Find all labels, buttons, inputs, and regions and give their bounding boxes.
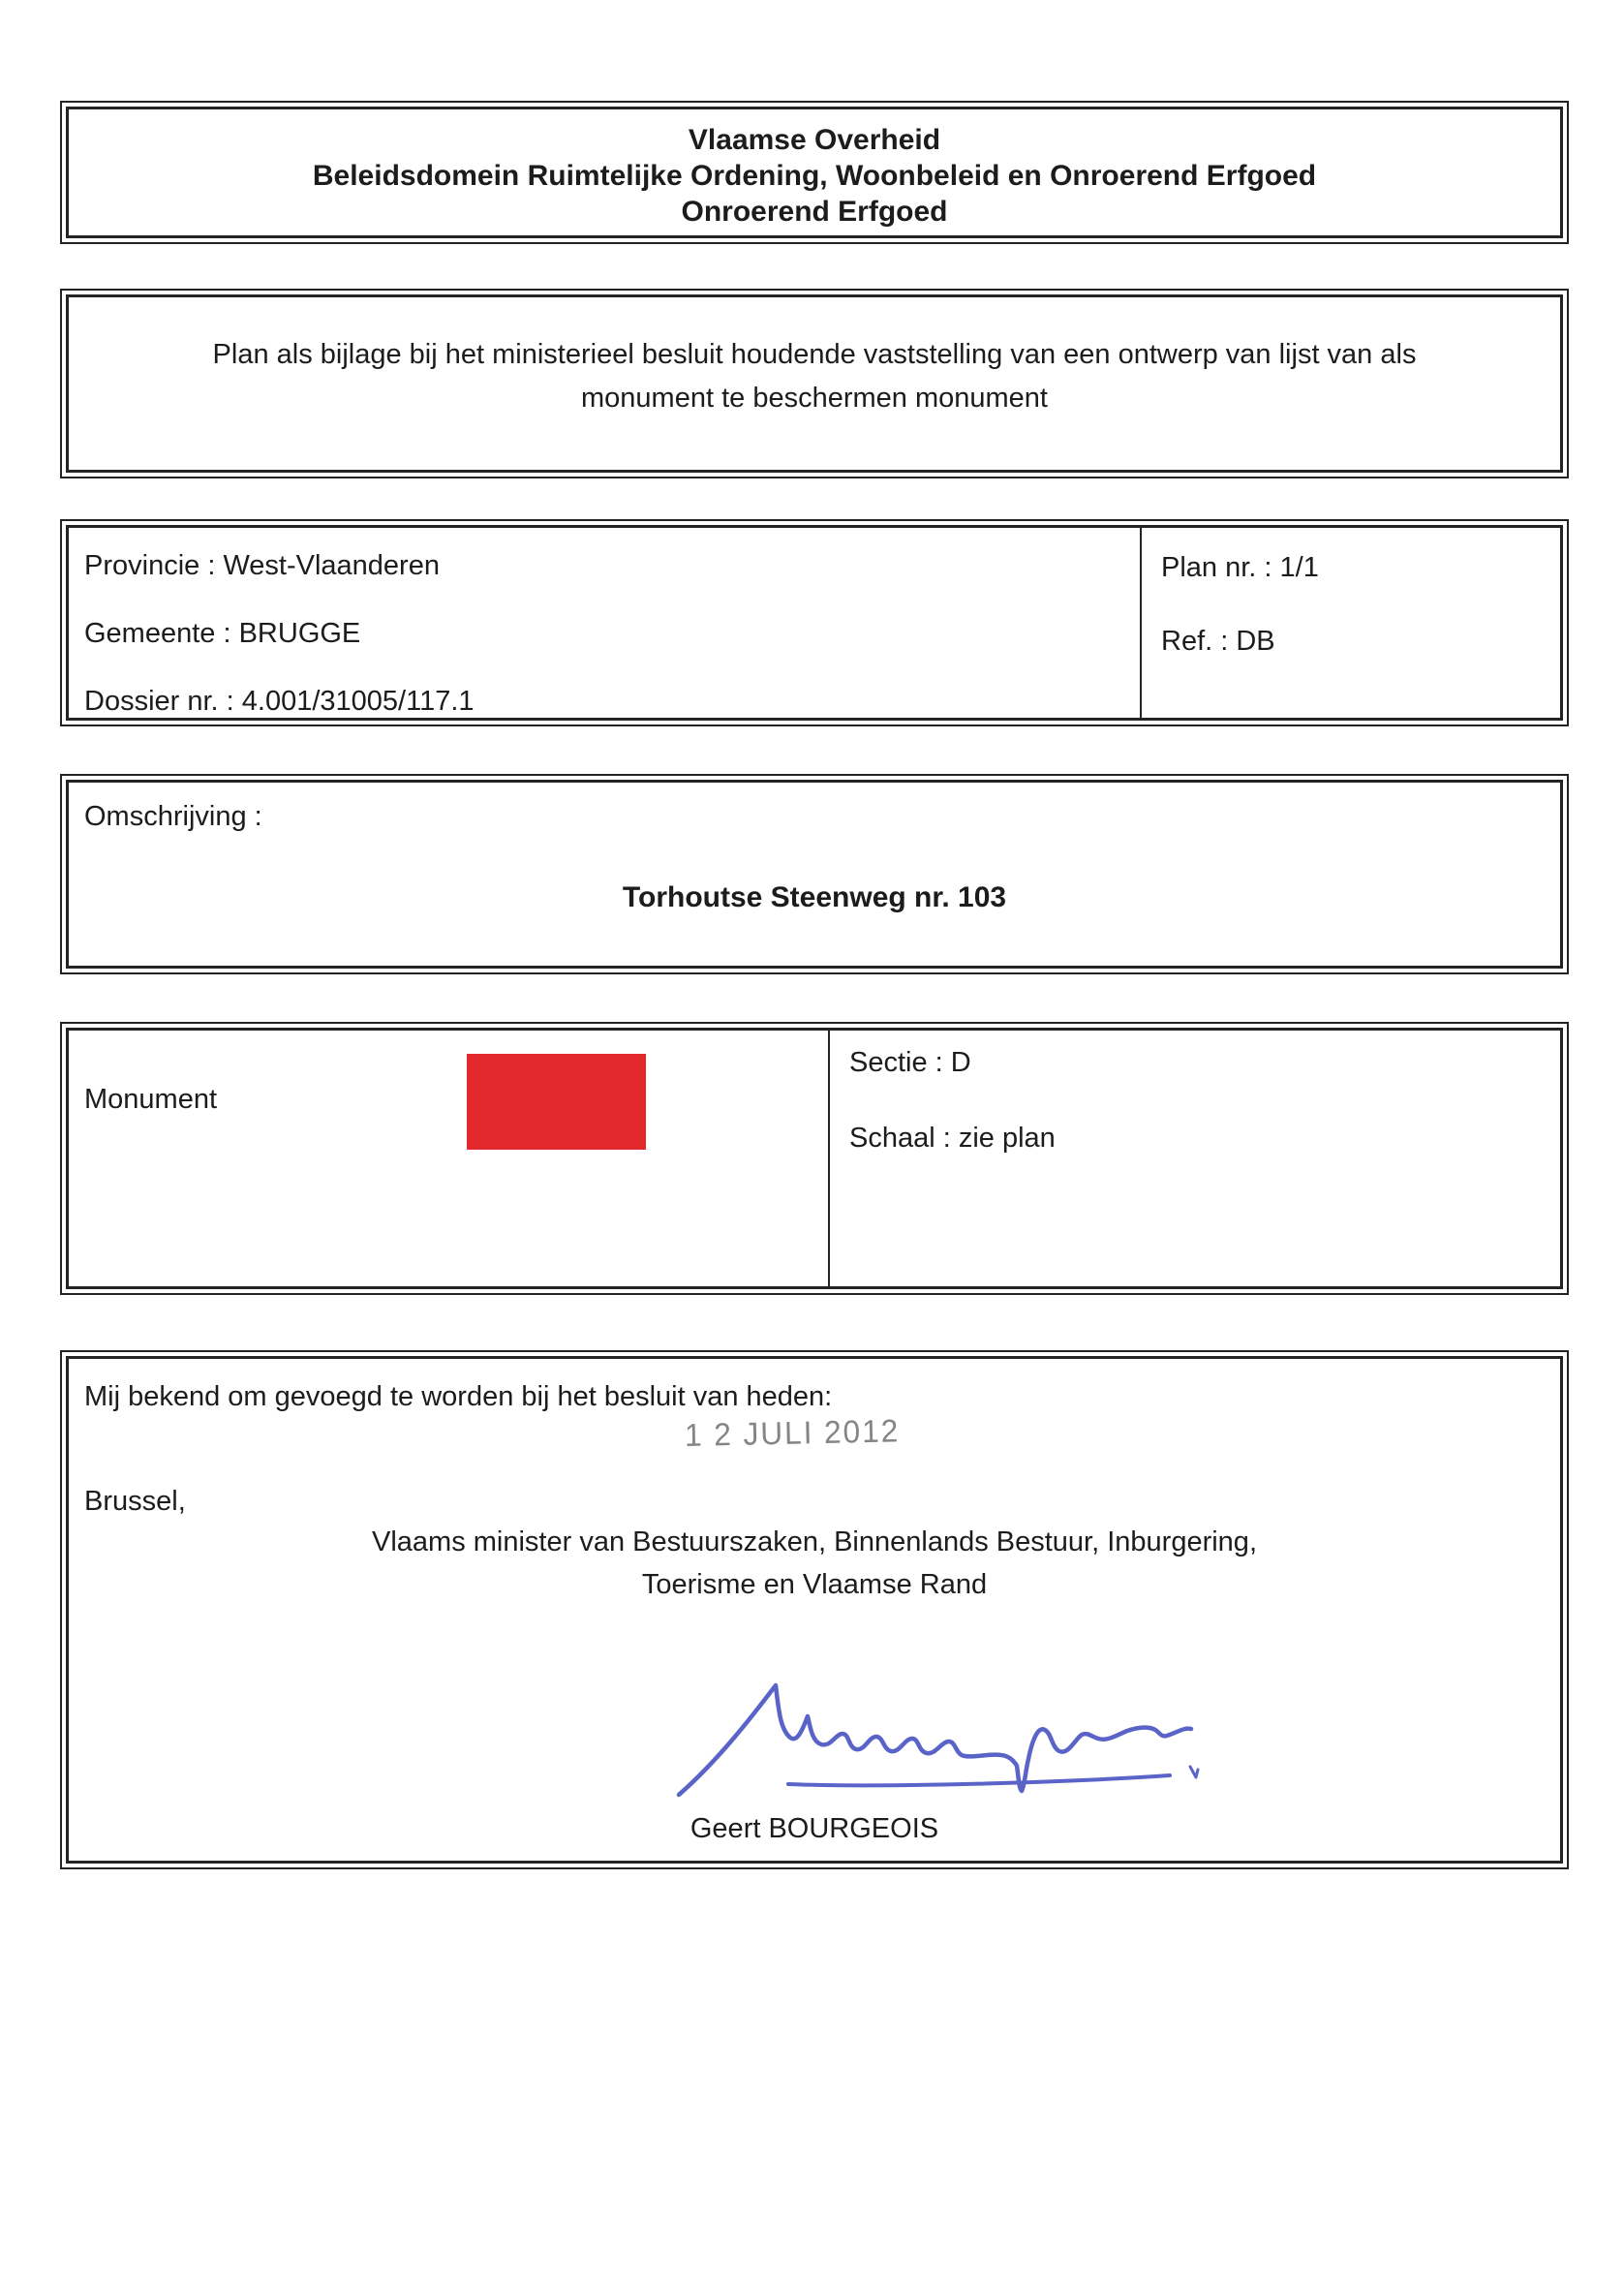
minister-title-line-2: Toerisme en Vlaamse Rand [641, 1569, 988, 1600]
header-line-2: Beleidsdomein Ruimtelijke Ordening, Woonbeleid en Onroerend Erfgoed [312, 160, 1317, 192]
plan-title-line-1: Plan als bijlage bij het ministerieel besluit houdende vaststelling van een ontwerp van lijst van als [212, 339, 1417, 370]
sectie-field: Sectie : D [849, 1047, 971, 1078]
signing-intro: Mij bekend om gevoegd te worden bij het besluit van heden: [84, 1381, 833, 1412]
plan-nr-field: Plan nr. : 1/1 [1161, 552, 1319, 583]
legend-box [60, 1022, 1569, 1295]
monument-color-swatch [467, 1054, 646, 1150]
header-line-3: Onroerend Erfgoed [681, 196, 948, 228]
dossier-field: Dossier nr. : 4.001/31005/117.1 [84, 686, 475, 717]
info-box [60, 519, 1569, 726]
header-box [60, 101, 1569, 244]
omschrijving-box [60, 774, 1569, 974]
plan-title-box [60, 289, 1569, 478]
ref-field: Ref. : DB [1161, 626, 1275, 657]
signing-box [60, 1350, 1569, 1869]
place-label: Brussel, [84, 1486, 186, 1517]
date-stamp: 1 2 JULI 2012 [684, 1412, 901, 1453]
monument-label: Monument [84, 1084, 218, 1115]
signer-name: Geert BOURGEOIS [689, 1813, 939, 1844]
signature-tick [1190, 1767, 1198, 1777]
header-line-1: Vlaamse Overheid [688, 124, 941, 156]
signature-underline [788, 1775, 1170, 1785]
legend-box-divider [828, 1031, 830, 1286]
omschrijving-value: Torhoutse Steenweg nr. 103 [622, 881, 1007, 913]
minister-title-line-1: Vlaams minister van Bestuurszaken, Binnenlands Bestuur, Inburgering, [372, 1526, 1257, 1557]
info-box-divider [1140, 528, 1142, 718]
schaal-field: Schaal : zie plan [849, 1123, 1056, 1154]
provincie-field: Provincie : West-Vlaanderen [84, 550, 440, 581]
omschrijving-label: Omschrijving : [84, 801, 262, 832]
plan-title-line-2: monument te beschermen monument [581, 383, 1048, 414]
gemeente-field: Gemeente : BRUGGE [84, 618, 361, 649]
signature-image [664, 1674, 1207, 1819]
